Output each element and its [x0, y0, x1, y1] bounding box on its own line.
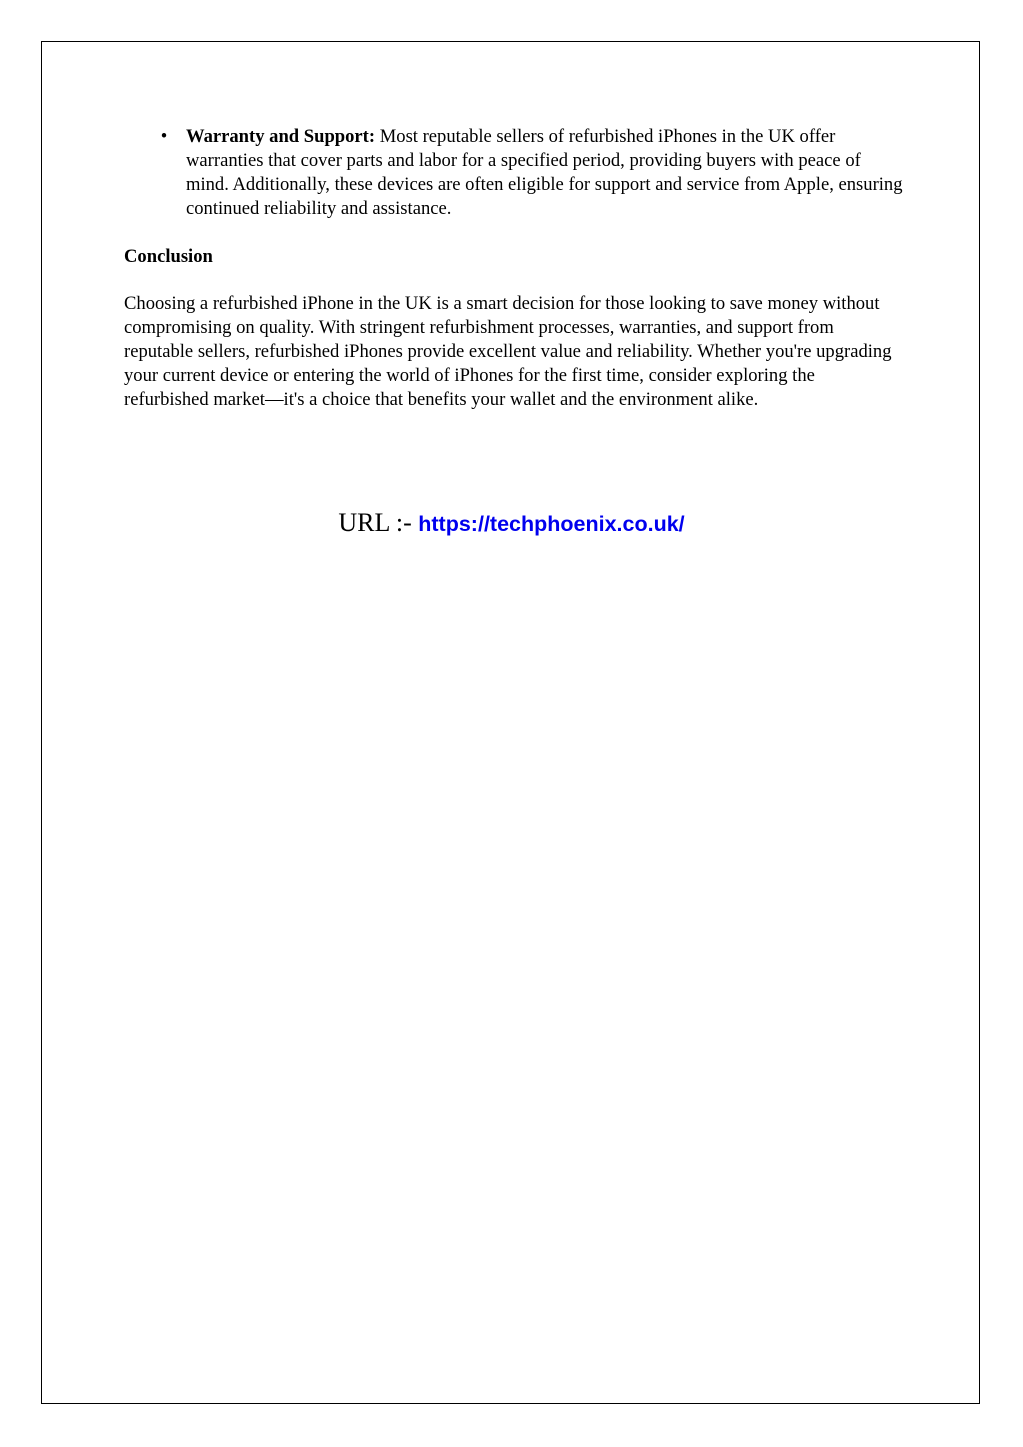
document-content — [124, 125, 904, 412]
bullet-title: Warranty and Support: — [186, 126, 376, 147]
url-line — [0, 505, 1023, 542]
url-link[interactable]: https://techphoenix.co.uk/ — [418, 512, 685, 536]
list-item — [124, 125, 904, 221]
conclusion-paragraph: Choosing a refurbished iPhone in the UK is a smart decision for those looking to save money without compromising on quality. With stringent refurbishment processes, warranties, and support from reputable sellers, refurbished iPhones provide excellent value and reliability. Whether you're upgrading your current device or entering the world of iPhones for the first time, consider exploring the refurbished market—it's a choice that benefits your wallet and the environment alike. — [124, 293, 892, 410]
bullet-list — [124, 125, 904, 221]
url-label: URL :- — [338, 508, 419, 537]
conclusion-heading: Conclusion — [124, 246, 213, 267]
bullet-body: Most reputable sellers of refurbished iPhones in the UK offer warranties that cover parts and labor for a specified period, providing buyers with peace of mind. Additionally, these devices are often eligible for support and service from Apple, ensuring continued reliability and assistance. — [186, 126, 903, 219]
bullet-icon: • — [160, 126, 168, 147]
